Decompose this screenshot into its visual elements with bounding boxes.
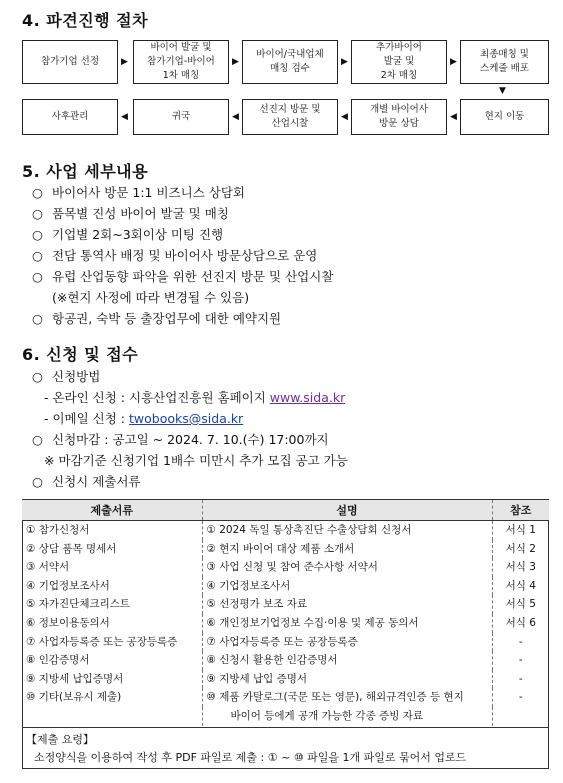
flow-arrow-left: ◀ — [232, 112, 239, 122]
col-header-docs: 제출서류 — [22, 500, 202, 521]
flow-step-second-matching: 추가바이어 발굴 및 2차 매칭 — [351, 40, 447, 84]
flow-arrow-down: ▼ — [499, 86, 506, 96]
table-row — [22, 577, 549, 596]
table-row — [22, 707, 549, 726]
doc-ref: 서식 6 — [505, 616, 536, 629]
flow-arrow-right: ▶ — [232, 57, 239, 67]
flow-arrow-left: ◀ — [341, 112, 348, 122]
doc-ref: 서식 3 — [505, 561, 536, 574]
table-row — [22, 540, 549, 559]
doc-name: ⑩ 기타(보유시 제출) — [22, 688, 202, 707]
doc-desc: ⑦ 사업자등록증 또는 공장등록증 — [202, 633, 492, 652]
doc-desc: ② 현지 바이어 대상 제품 소개서 — [202, 540, 492, 559]
doc-ref: 서식 1 — [505, 524, 536, 536]
doc-desc: ⑧ 신청시 활용한 인감증명서 — [202, 651, 492, 670]
doc-name: ④ 기업정보조사서 — [22, 577, 202, 596]
flow-step-site-visit: 선진지 방문 및 산업시찰 — [242, 99, 338, 135]
section5-title: 5. 사업 세부내용 — [22, 162, 149, 181]
doc-name: ③ 서약서 — [22, 558, 202, 577]
submission-guide-text: 소정양식을 이용하여 작성 후 PDF 파일로 제출 : ① ~ ⑩ 파일을 1개 파일로 묶어서 업로드 — [34, 751, 467, 764]
table-row — [22, 595, 549, 614]
sec5-item: ○ 항공권, 숙박 등 출장업무에 대한 예약지원 — [32, 311, 282, 326]
flow-step-followup: 사후관리 — [22, 99, 118, 135]
sec5-item: ○ 기업별 2회~3회이상 미팅 진행 — [32, 227, 224, 242]
doc-name: ⑧ 인감증명서 — [22, 651, 202, 670]
doc-name: ① 참가신청서 — [22, 521, 202, 540]
online-apply: - 온라인 신청 : 시흥산업진흥원 홈페이지 www.sida.kr — [44, 390, 346, 405]
doc-ref: 서식 5 — [505, 598, 536, 611]
flow-arrow-left: ◀ — [121, 112, 128, 122]
sec6-method: ○ 신청방법 — [32, 369, 101, 384]
doc-desc: ① 2024 독일 통상촉진단 수출상담회 신청서 — [202, 521, 492, 540]
doc-desc-cont: 바이어 등에게 공개 가능한 각종 증빙 자료 — [202, 707, 492, 726]
documents-table — [22, 500, 549, 726]
doc-ref: 서식 2 — [505, 542, 536, 555]
col-header-ref: 참조 — [492, 500, 549, 521]
flow-step-buyer-visit: 개별 바이어사 방문 상담 — [351, 99, 447, 135]
flow-step-local-move: 현지 이동 — [460, 99, 549, 135]
doc-ref: - — [518, 691, 523, 704]
doc-ref: - — [518, 672, 523, 685]
flow-step-first-matching: 바이어 발굴 및 참가기업-바이어 1차 매칭 — [133, 40, 229, 84]
sec5-item: ○ 전담 통역사 배정 및 바이어사 방문상담으로 운영 — [32, 248, 318, 263]
table-row — [22, 670, 549, 689]
flow-step-return: 귀국 — [133, 99, 229, 135]
table-row — [22, 558, 549, 577]
doc-desc: ⑨ 지방세 납입 증명서 — [202, 670, 492, 689]
doc-ref: - — [518, 654, 523, 667]
flow-step-select-company: 참가기업 선정 — [22, 40, 118, 84]
flow-arrow-right: ▶ — [450, 57, 457, 67]
doc-desc: ③ 사업 신청 및 참여 준수사항 서약서 — [202, 558, 492, 577]
section6-title: 6. 신청 및 접수 — [22, 345, 139, 364]
col-header-desc: 설명 — [202, 500, 492, 521]
table-row — [22, 633, 549, 652]
doc-desc: ⑥ 개인정보기업정보 수집·이용 및 제공 동의서 — [202, 614, 492, 633]
doc-desc: ⑤ 선정평가 보조 자료 — [202, 595, 492, 614]
doc-desc: ④ 기업정보조사서 — [202, 577, 492, 596]
flow-arrow-right: ▶ — [121, 57, 128, 67]
table-row — [22, 521, 549, 540]
email-apply: - 이메일 신청 : twobooks@sida.kr — [44, 411, 244, 426]
submission-guide-title: 【제출 요령】 — [26, 733, 95, 746]
doc-name: ⑥ 정보이용동의서 — [22, 614, 202, 633]
doc-name: ⑦ 사업자등록증 또는 공장등록증 — [22, 633, 202, 652]
sec5-item: ○ 바이어사 방문 1:1 비즈니스 상담회 — [32, 185, 245, 200]
table-header-row — [22, 500, 549, 521]
section4-title: 4. 파견진행 절차 — [22, 11, 149, 30]
sec5-note: (※현지 사정에 따라 변경될 수 있음) — [52, 290, 250, 305]
flow-step-final-schedule: 최종매칭 및 스케줄 배포 — [460, 40, 549, 84]
doc-name: ② 상담 품목 명세서 — [22, 540, 202, 559]
flow-arrow-right: ▶ — [341, 57, 348, 67]
email-link[interactable]: twobooks@sida.kr — [129, 411, 244, 426]
table-row — [22, 614, 549, 633]
table-divider — [22, 727, 549, 728]
flow-step-matching-review: 바이어/국내업체 매칭 검수 — [242, 40, 338, 84]
doc-ref: 서식 4 — [505, 579, 536, 592]
flow-arrow-left: ◀ — [450, 112, 457, 122]
sec5-item: ○ 유럽 산업동향 파악을 위한 선진지 방문 및 산업시찰 — [32, 269, 334, 284]
table-row — [22, 688, 549, 707]
table-row — [22, 651, 549, 670]
doc-name: ⑤ 자가진단체크리스트 — [22, 595, 202, 614]
sec6-deadline: ○ 신청마감 : 공고일 ~ 2024. 7. 10.(수) 17:00까지 — [32, 432, 329, 447]
deadline-note: ※ 마감기준 신청기업 1배수 미만시 추가 모집 공고 가능 — [44, 453, 348, 468]
doc-desc: ⑩ 제품 카탈로그(국문 또는 영문), 해외규격인증 등 현지 — [202, 688, 492, 707]
sec5-item: ○ 품목별 진성 바이어 발굴 및 매칭 — [32, 206, 229, 221]
doc-ref: - — [518, 635, 523, 648]
sec6-docs: ○ 신청시 제출서류 — [32, 474, 141, 489]
homepage-link[interactable]: www.sida.kr — [269, 390, 346, 405]
doc-name: ⑨ 지방세 납입증명서 — [22, 670, 202, 689]
